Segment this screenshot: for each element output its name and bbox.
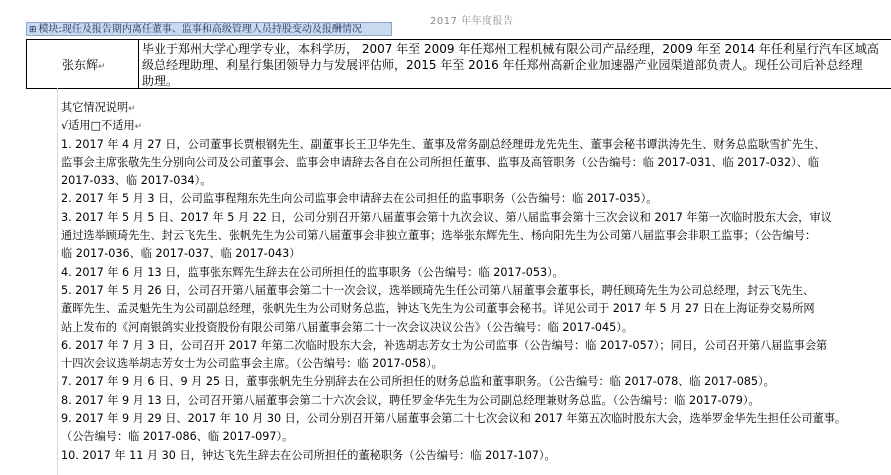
table-bio-cell	[142, 41, 891, 89]
paragraph-line: 站上发布的《河南银鸽实业投资股份有限公司第八届董事会第二十一次会议决议公告》（公告编号：临 2017-045）。	[61, 320, 634, 334]
bio-line: 毕业于郑州大学心理学专业，本科学历， 2007 年至 2009 年任郑州工程机械有限公司产品经理，2009 年至 2014 年任利星行汽车区域高	[142, 42, 879, 56]
paragraph-line: 监事会主席张敬先生分别向公司及公司董事会、监事会申请辞去各自在公司所担任董事、监事及高管职务（公告编号：临 2017-031、临 2017-032）、临	[61, 155, 820, 169]
module-tag	[26, 22, 392, 36]
person-name: 张东辉	[62, 58, 99, 72]
paragraph-line: （公告编号：临 2017-086、临 2017-097）。	[61, 430, 294, 444]
paragraph-line: 2. 2017 年 5 月 3 日，公司监事程翔东先生向公司监事会申请辞去在公司担任的监事职务（公告编号：临 2017-035）。	[61, 192, 658, 206]
document-body	[61, 99, 891, 465]
paragraph-line: 8. 2017 年 9 月 13 日，公司召开第八届董事会第二十六次会议，聘任罗金华先生为公司副总经理兼财务总监。（公告编号：临 2017-079）。	[61, 393, 760, 407]
paragraph-mark-icon: ↵	[128, 104, 136, 114]
paragraph-line: 4. 2017 年 6 月 13 日，监事张东辉先生辞去在公司所担任的监事职务（公告编号：临 2017-053）。	[61, 265, 564, 279]
cell-end-mark-icon: ↵	[98, 62, 106, 72]
paragraph-line: 3. 2017 年 5 月 5 日、2017 年 5 月 22 日，公司分别召开第八届董事会第十九次会议、第八届监事会第十三次会议和 2017 年第一次临时股东大会，审议	[61, 210, 832, 224]
paragraph-line: 6. 2017 年 7 月 3 日，公司召开 2017 年第二次临时股东大会，补选胡志芳女士为公司监事（公告编号：临 2017-057）；同日，公司召开第八届监事会第	[61, 338, 828, 352]
paragraph-line: 董晖先生、孟灵魁先生为公司副总经理，张帆先生为公司财务总监，钟达飞先生为公司董事会秘书。详见公司于 2017 年 5 月 27 日在上海证券交易所网	[61, 302, 815, 316]
paragraph-line: 9. 2017 年 9 月 29 日、2017 年 10 月 30 日，公司分别召开第八届董事会第二十七次会议和 2017 年第五次临时股东大会，选举罗金华先生担任公司董事。	[61, 412, 847, 426]
table-border-left	[26, 39, 27, 89]
paragraph-line: 通过选举顾琦先生、封云飞先生、张帆先生为公司第八届董事会非独立董事；选举张东辉先生、杨向阳先生为公司第八届监事会非职工监事；（公告编号：	[61, 229, 817, 243]
paragraph-line: 5. 2017 年 5 月 26 日，公司召开第八届董事会第二十一次会议，选举顾琦先生任公司第八届董事会董事长，聘任顾琦先生为公司总经理，封云飞先生、	[61, 283, 815, 297]
table-column-divider	[138, 39, 139, 89]
page-header: 2017 年年度报告	[430, 16, 514, 27]
text-margin-guide	[57, 88, 58, 475]
bio-line: 级总经理助理、利星行集团领导力与发展评估师，2015 年至 2016 年任郑州高新企业加速器产业园渠道部负责人。现任公司后补总经理	[142, 58, 863, 72]
applicable-checkbox-text: √适用□不适用↵	[61, 119, 143, 133]
paragraph-mark-icon: ↵	[134, 122, 143, 133]
paragraph-line: 10. 2017 年 11 月 30 日，钟达飞先生辞去在公司所担任的董秘职务（公告编号：临 2017-107）。	[61, 448, 556, 462]
section-title: 其它情况说明↵	[61, 101, 136, 114]
paragraph-line: 十四次会议选举胡志芳女士为公司监事会主席。（公告编号：临 2017-058）。	[61, 357, 443, 371]
table-border-top	[26, 39, 891, 40]
module-tag-label: 模块:现任及报告期内离任董事、监事和高级管理人员持股变动及报酬情况	[38, 24, 362, 35]
paragraph-line: 2017-033、临 2017-034）。	[61, 174, 212, 188]
paragraph-line: 1. 2017 年 4 月 27 日，公司董事长贾根钢先生、副董事长王卫华先生、董事及常务副总经理毋龙先先生、董事会秘书谭洪涛先生、财务总监耿雪扩先生、	[61, 137, 826, 151]
paragraph-line: 7. 2017 年 9 月 6 日、9 月 25 日，董事张帆先生分别辞去在公司所担任的财务总监和董事职务。（公告编号：临 2017-078、临 2017-085）。	[61, 375, 775, 389]
bio-line: 助理。	[142, 74, 179, 88]
paragraph-line: 临 2017-036、临 2017-037、临 2017-043）	[61, 247, 301, 261]
move-handle-icon: ⊞	[29, 25, 37, 35]
table-name-cell	[62, 56, 106, 73]
